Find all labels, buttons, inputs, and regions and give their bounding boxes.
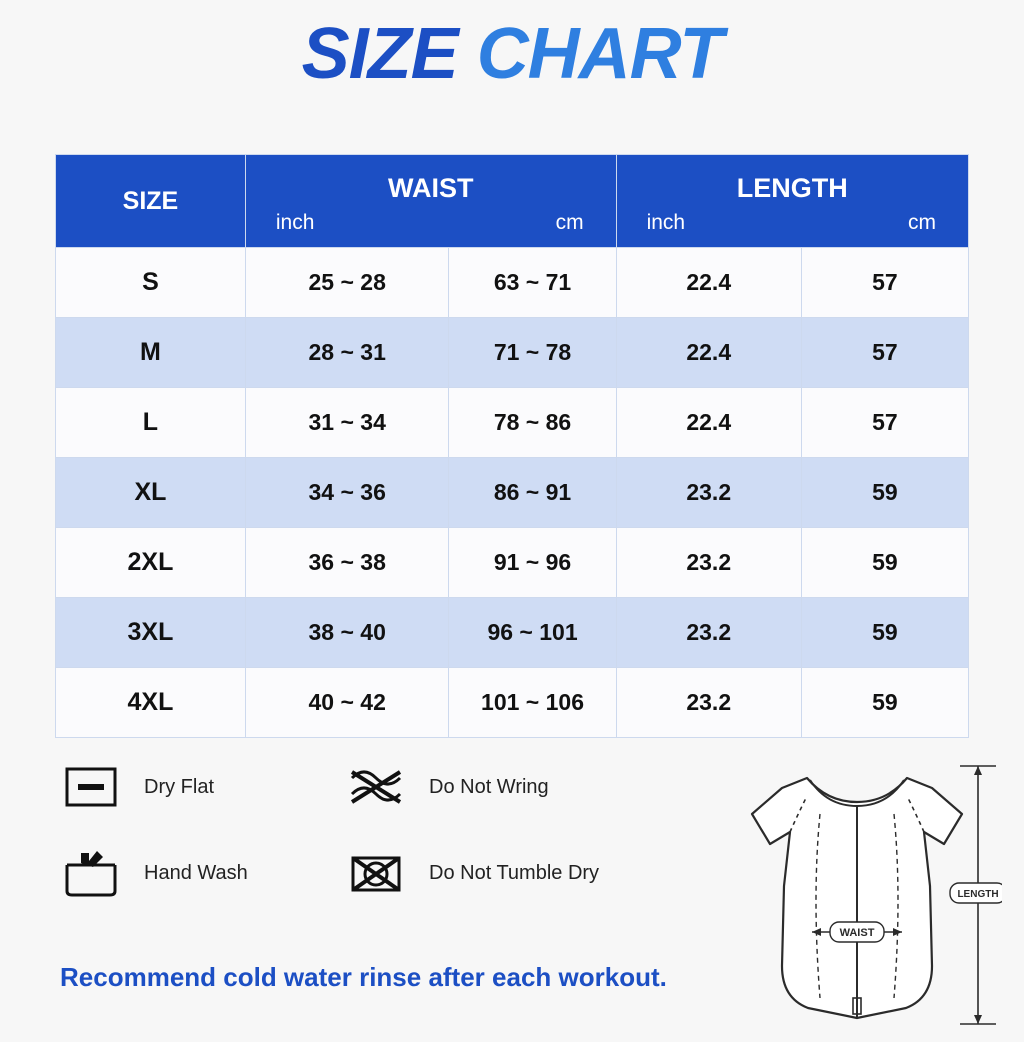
page-title-word-2: CHART xyxy=(476,14,723,94)
cell-length-cm: 57 xyxy=(801,318,968,388)
size-chart-page xyxy=(0,14,1024,1042)
cell-waist-inch: 40 ~ 42 xyxy=(245,668,449,738)
table-row xyxy=(56,598,969,668)
care-item-do-not-tumble-dry xyxy=(345,844,599,902)
cell-waist-inch: 36 ~ 38 xyxy=(245,528,449,598)
care-label-do-not-tumble-dry: Do Not Tumble Dry xyxy=(429,861,600,884)
care-item-do-not-wring xyxy=(345,758,549,816)
table-row xyxy=(56,528,969,598)
garment-diagram xyxy=(712,736,1002,1036)
size-table-body xyxy=(56,248,969,738)
cell-waist-cm: 101 ~ 106 xyxy=(449,668,616,738)
cell-waist-cm: 86 ~ 91 xyxy=(449,458,616,528)
table-row xyxy=(56,388,969,458)
table-header-row xyxy=(56,155,969,248)
cell-waist-cm: 78 ~ 86 xyxy=(449,388,616,458)
cell-length-cm: 59 xyxy=(801,668,968,738)
table-row xyxy=(56,318,969,388)
do-not-wring-icon xyxy=(345,758,407,816)
cell-waist-inch: 31 ~ 34 xyxy=(245,388,449,458)
cell-size: 2XL xyxy=(56,528,246,598)
care-label-dry-flat: Dry Flat xyxy=(144,775,214,798)
table-row xyxy=(56,668,969,738)
cell-length-cm: 59 xyxy=(801,598,968,668)
care-row-2 xyxy=(60,844,700,902)
garment-waist-label: WAIST xyxy=(839,927,875,939)
cell-size: 3XL xyxy=(56,598,246,668)
care-item-hand-wash xyxy=(60,844,345,902)
cell-waist-inch: 38 ~ 40 xyxy=(245,598,449,668)
care-item-dry-flat xyxy=(60,758,345,816)
page-title-word-1: SIZE xyxy=(301,14,458,94)
cell-size: L xyxy=(56,388,246,458)
cell-length-inch: 23.2 xyxy=(616,458,801,528)
header-length-unit-inch: inch xyxy=(646,211,686,234)
cell-length-cm: 57 xyxy=(801,248,968,318)
size-table-container xyxy=(55,154,969,738)
do-not-tumble-dry-icon xyxy=(345,844,407,902)
header-length-label: LENGTH xyxy=(736,173,848,203)
care-row-1 xyxy=(60,758,700,816)
dry-flat-icon xyxy=(60,758,122,816)
header-length xyxy=(616,155,968,248)
hand-wash-icon xyxy=(60,844,122,902)
size-table-head xyxy=(56,155,969,248)
table-row xyxy=(56,248,969,318)
recommendation-note: Recommend cold water rinse after each workout. xyxy=(60,962,667,992)
header-waist-unit-cm: cm xyxy=(555,211,584,234)
cell-length-inch: 22.4 xyxy=(616,248,801,318)
cell-waist-cm: 96 ~ 101 xyxy=(449,598,616,668)
cell-length-inch: 23.2 xyxy=(616,598,801,668)
cell-length-cm: 59 xyxy=(801,458,968,528)
cell-size: 4XL xyxy=(56,668,246,738)
table-row xyxy=(56,458,969,528)
cell-waist-inch: 25 ~ 28 xyxy=(245,248,449,318)
cell-waist-inch: 28 ~ 31 xyxy=(245,318,449,388)
care-label-do-not-wring: Do Not Wring xyxy=(429,775,549,798)
header-waist xyxy=(245,155,616,248)
cell-waist-inch: 34 ~ 36 xyxy=(245,458,449,528)
cell-size: M xyxy=(56,318,246,388)
cell-length-inch: 23.2 xyxy=(616,668,801,738)
cell-length-inch: 23.2 xyxy=(616,528,801,598)
header-size: SIZE xyxy=(56,155,246,248)
size-table xyxy=(55,154,969,738)
header-length-unit-cm: cm xyxy=(908,211,936,234)
cell-length-cm: 57 xyxy=(801,388,968,458)
cell-waist-cm: 71 ~ 78 xyxy=(449,318,616,388)
garment-length-label: LENGTH xyxy=(957,889,999,900)
cell-size: XL xyxy=(56,458,246,528)
header-waist-unit-inch: inch xyxy=(275,211,315,234)
cell-size: S xyxy=(56,248,246,318)
page-title xyxy=(0,14,1024,94)
cell-length-inch: 22.4 xyxy=(616,318,801,388)
cell-waist-cm: 91 ~ 96 xyxy=(449,528,616,598)
care-instructions xyxy=(60,758,700,930)
cell-length-inch: 22.4 xyxy=(616,388,801,458)
care-label-hand-wash: Hand Wash xyxy=(144,861,248,884)
cell-waist-cm: 63 ~ 71 xyxy=(449,248,616,318)
cell-length-cm: 59 xyxy=(801,528,968,598)
header-waist-label: WAIST xyxy=(387,173,474,203)
